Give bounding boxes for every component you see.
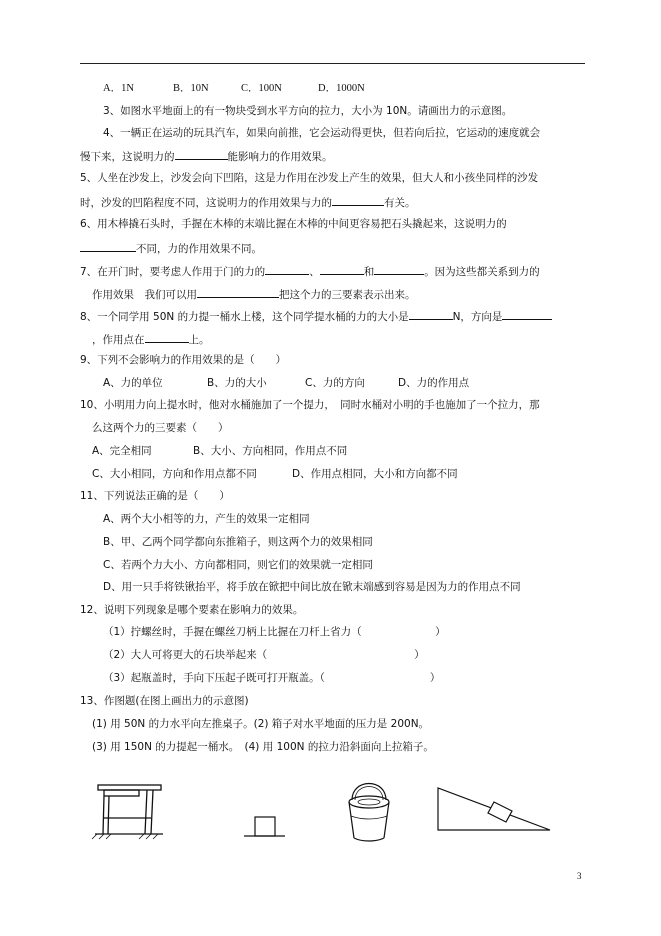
q7-line1 <box>80 263 540 279</box>
q8-text-after: 上。 <box>188 334 210 346</box>
q8-blank-3[interactable] <box>145 331 189 343</box>
q4-text-before: 慢下来，这说明力的 <box>80 151 175 163</box>
q12-item-3: （3）起瓶盖时，手向下压起子既可打开瓶盖。（ ） <box>103 672 441 684</box>
q10-option-a: A、完全相同 <box>92 445 152 457</box>
q2-option-d: D．1000N <box>318 83 365 94</box>
incline-figure <box>436 784 554 834</box>
q5-line1: 5、人坐在沙发上，沙发会向下凹陷，这是力作用在沙发上产生的效果，但大人和小孩坐同样的沙发 <box>80 172 539 184</box>
q12-stem: 12、说明下列现象是哪个要素在影响力的效果。 <box>80 604 304 616</box>
q4-blank[interactable] <box>175 148 228 160</box>
q7-blank-2[interactable] <box>320 263 364 275</box>
q8-line1 <box>80 308 552 324</box>
q8-blank-1[interactable] <box>409 308 453 320</box>
q13-stem: 13、作图题(在图上画出力的示意图) <box>80 695 249 707</box>
q3-text: 3、如图水平地面上的有一物块受到水平方向的拉力，大小为 10N。请画出力的示意图。 <box>103 105 513 117</box>
bucket-figure <box>344 780 394 844</box>
q8-blank-2[interactable] <box>502 308 552 320</box>
q6-line1: 6、用木棒撬石头时，手握在木棒的末端比握在木棒的中间更容易把石头撬起来，这说明力的 <box>80 218 507 230</box>
q10-options-ab <box>92 444 347 458</box>
q9-option-d: D、力的作用点 <box>398 377 470 389</box>
q7-line2 <box>92 286 416 302</box>
q11-option-d: D、用一只手将铁锹抬平，将手放在锨把中间比放在锨末端感到容易是因为力的作用点不同 <box>103 581 521 593</box>
q8-line2 <box>92 331 210 347</box>
q13-line1: (1) 用 50N 的力水平向左推桌子。(2) 箱子对水平地面的压力是 200N。 <box>92 718 430 730</box>
q4-line1: 4、一辆正在运动的玩具汽车，如果向前推，它会运动得更快，但若向后拉，它运动的速度就会 <box>103 127 541 139</box>
q2-option-b: B．10N <box>173 83 209 94</box>
q8-text-before-2: ，作用点在 <box>92 334 145 346</box>
q11-option-c: C、若两个力大小、方向都相同，则它们的效果就一定相同 <box>103 559 373 571</box>
q5-text-after: 有关。 <box>384 197 416 209</box>
q2-option-c: C．100N <box>241 83 282 94</box>
q7-text-before: 7、在开门时，要考虑人作用于门的力的 <box>80 266 266 278</box>
q10-option-d: D、作用点相同，大小和方向都不同 <box>292 468 458 480</box>
q9-option-b: B、力的大小 <box>207 377 267 389</box>
q6-line2 <box>80 240 262 256</box>
q8-text-mid: N，方向是 <box>452 311 503 323</box>
q6-text-after: 不同，力的作用效果不同。 <box>136 243 262 255</box>
q11-option-b: B、甲、乙两个同学都向东推箱子，则这两个力的效果相同 <box>103 536 373 548</box>
q4-text-after: 能影响力的作用效果。 <box>227 151 333 163</box>
q5-text-before: 时，沙发的凹陷程度不同，这说明力的作用效果与力的 <box>80 197 332 209</box>
q5-line2 <box>80 194 416 210</box>
q7-sep-1: 、 <box>309 266 320 278</box>
q9-stem: 9、下列不会影响力的作用效果的是（ ） <box>80 354 287 366</box>
q7-text-after-2: 把这个力的三要素表示出来。 <box>279 289 416 301</box>
q5-blank[interactable] <box>332 194 384 206</box>
header-rule <box>80 63 585 64</box>
page-number: 3 <box>577 871 582 881</box>
q12-item-2: （2）大人可将更大的石块举起来（ ） <box>103 649 425 661</box>
q10-line1: 10、小明用力向上提水时，他对水桶施加了一个提力， 同时水桶对小明的手也施加了一个拉力，那 <box>80 399 540 411</box>
q7-text-before-2: 作用效果 我们可以用 <box>92 289 197 301</box>
q11-option-a: A、两个大小相等的力，产生的效果一定相同 <box>103 513 310 525</box>
q7-text-after: 。因为这些都关系到力的 <box>424 266 540 278</box>
q2-option-a: A．1N <box>103 83 134 94</box>
q7-blank-3[interactable] <box>374 263 424 275</box>
q7-blank-1[interactable] <box>265 263 309 275</box>
q9-option-a: A、力的单位 <box>103 377 163 389</box>
q6-blank[interactable] <box>80 240 136 252</box>
q7-sep-2: 和 <box>363 266 375 278</box>
q10-option-b: B、大小、方向相同，作用点不同 <box>193 445 348 457</box>
q11-stem: 11、下列说法正确的是（ ） <box>80 490 230 502</box>
q2-options <box>103 82 365 96</box>
table-figure <box>95 782 165 840</box>
q7-blank-4[interactable] <box>197 286 279 298</box>
q12-item-1: （1）拧螺丝时，手握在螺丝刀柄上比握在刀杆上省力（ ） <box>103 626 446 638</box>
q4-line2 <box>80 148 333 164</box>
q13-line2: (3) 用 150N 的力提起一桶水。 (4) 用 100N 的拉力沿斜面向上拉箱子。 <box>92 741 434 753</box>
q8-text-before: 8、一个同学用 50N 的力提一桶水上楼，这个同学提水桶的力的大小是 <box>80 311 409 323</box>
q10-option-c: C、大小相同，方向和作用点都不同 <box>92 468 257 480</box>
q10-line2: 么这两个力的三要素（ ） <box>92 422 229 434</box>
q10-options-cd <box>92 467 458 481</box>
q9-options <box>103 376 469 390</box>
q9-option-c: C、力的方向 <box>305 377 365 389</box>
box-figure <box>242 812 287 840</box>
